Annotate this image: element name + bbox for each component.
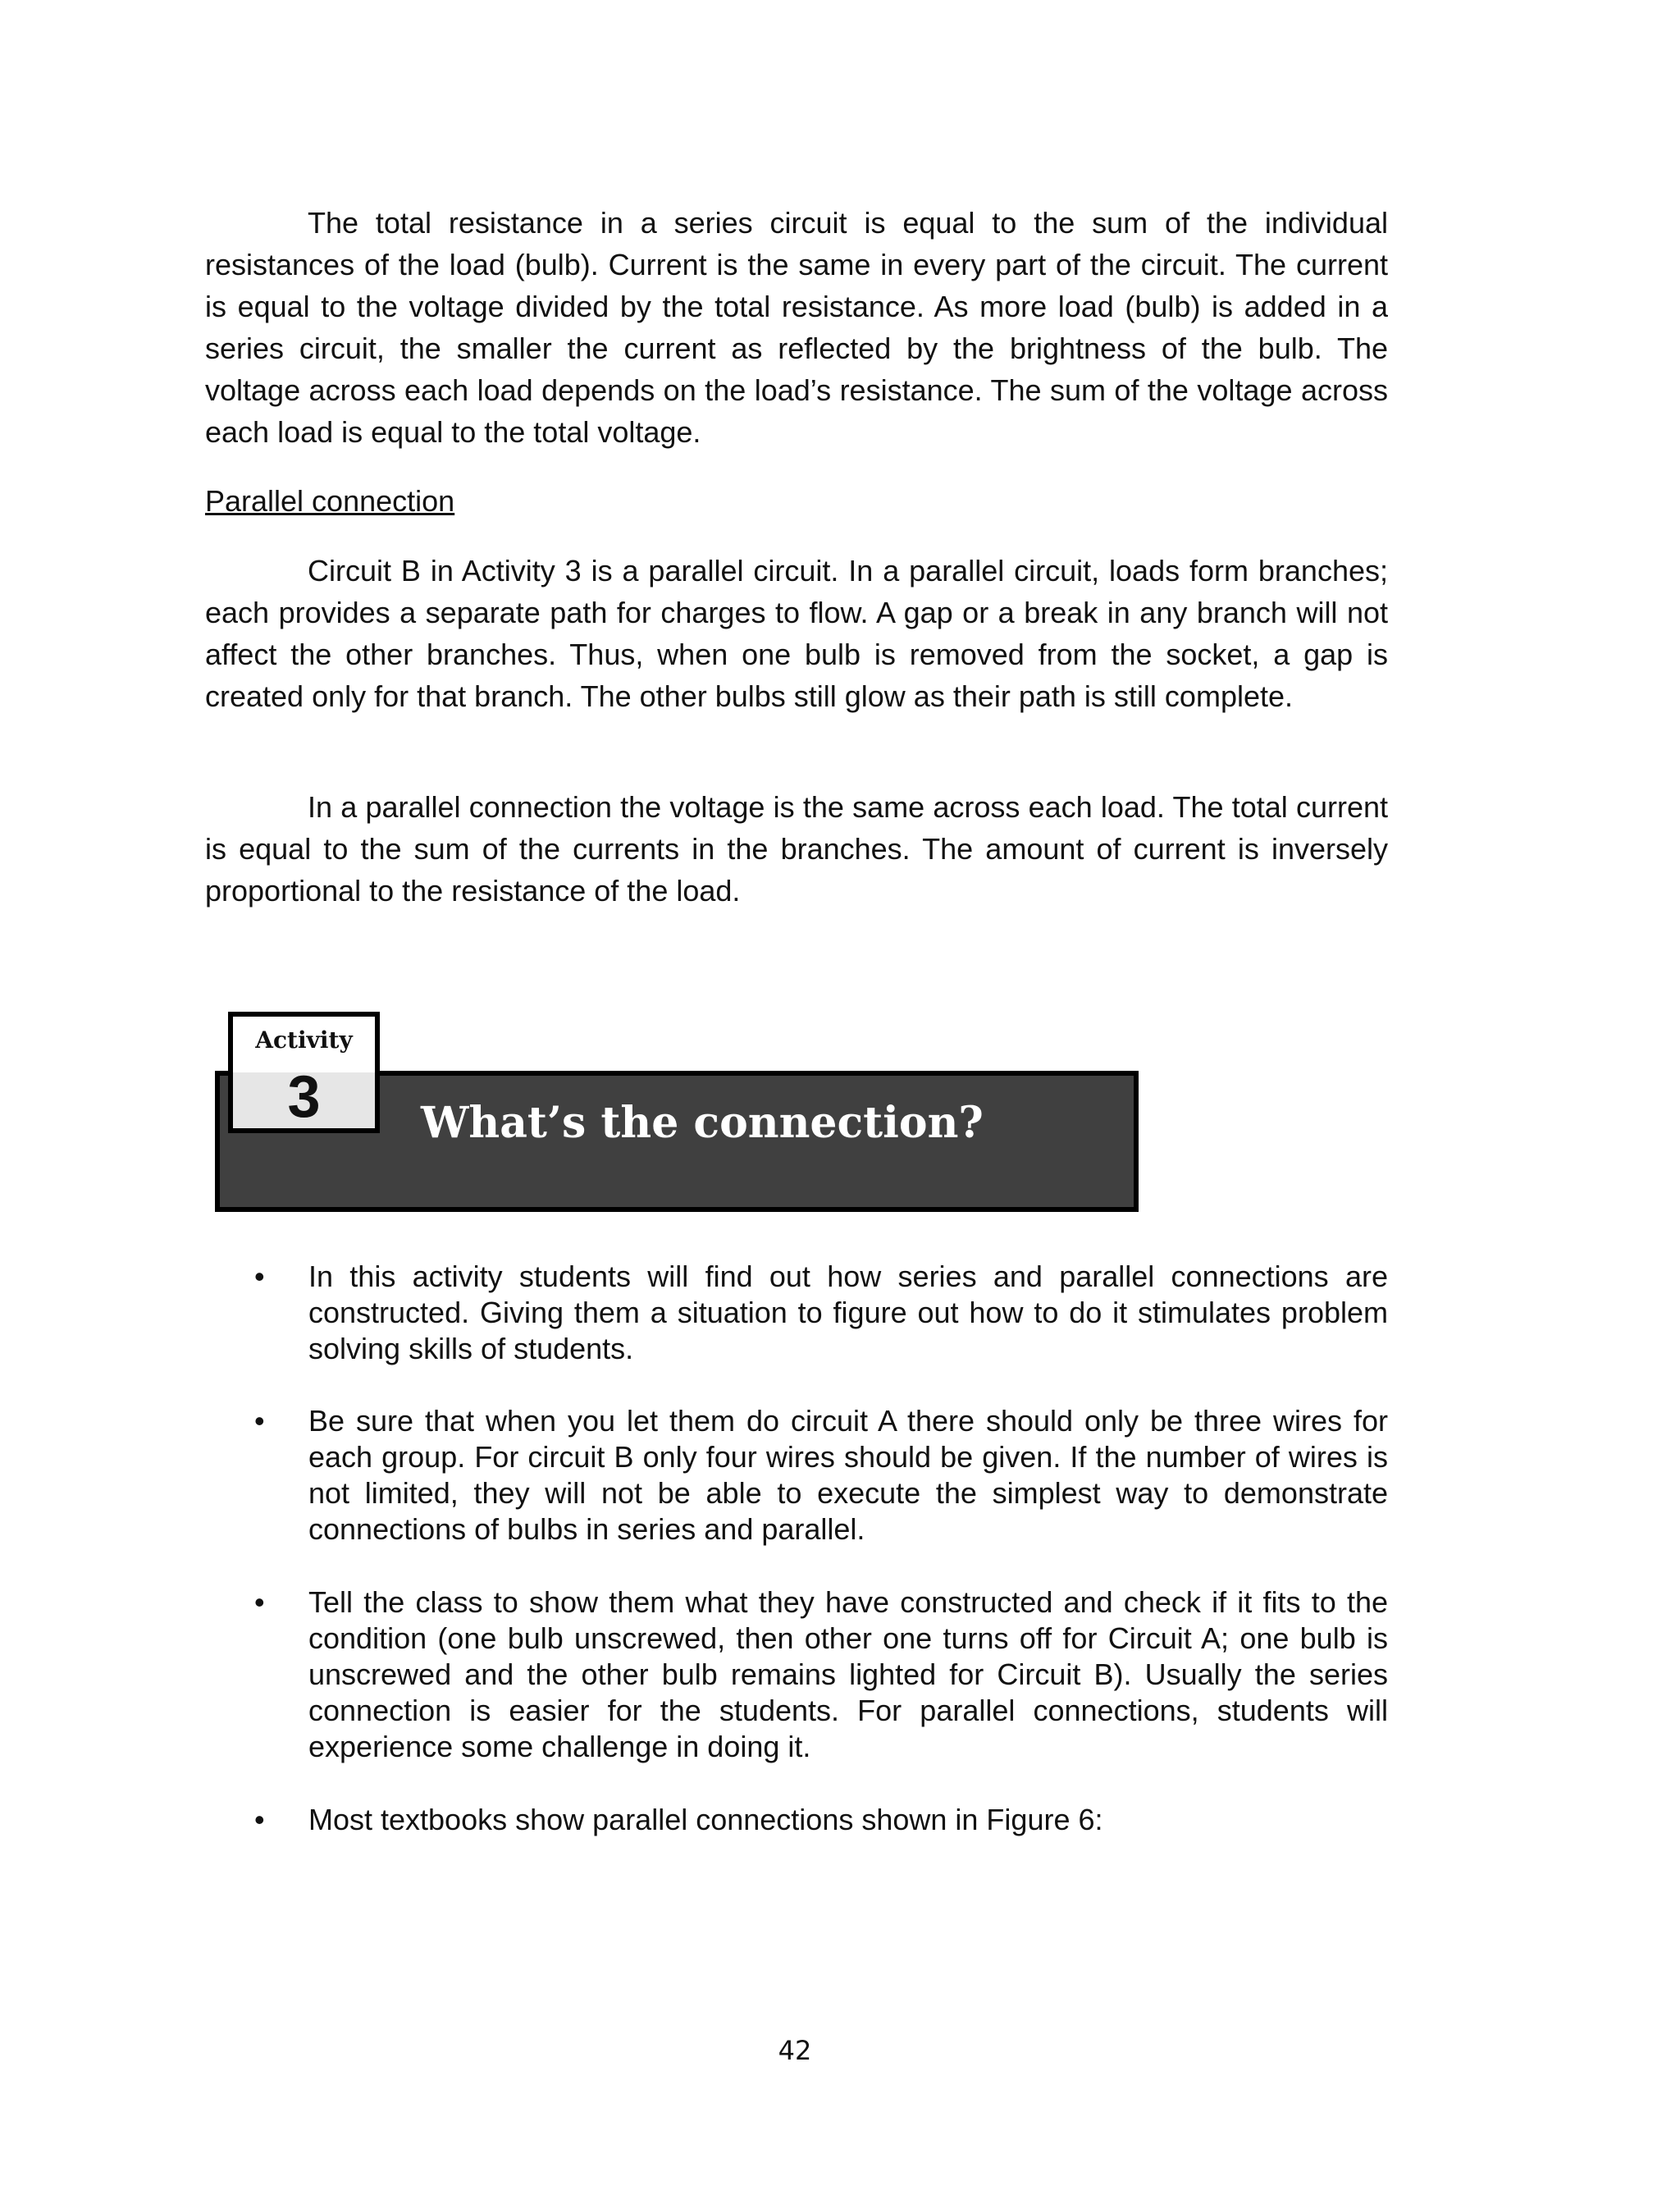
bullet-text-2: Be sure that when you let them do circuit A there should only be three wires for each group. For circuit B only four wires should be given. If the number of wires is not limited, they will not be able to execute the simplest way to demonstrate connections of bulbs in series and parallel. — [308, 1404, 1388, 1546]
activity-title: What’s the connection? — [421, 1098, 984, 1148]
bullet-icon: • — [254, 1260, 265, 1293]
bullet-text-4: Most textbooks show parallel connections shown in Figure 6: — [308, 1803, 1103, 1836]
parallel-paragraph-2: In a parallel connection the voltage is the same across each load. The total current is equal to the sum of the currents in the branches. The amount of current is inversely proportional to the resistance of the load. — [205, 790, 1388, 908]
bullet-icon: • — [254, 1585, 265, 1619]
bullet-icon: • — [254, 1404, 265, 1438]
page-number: 42 — [778, 2035, 812, 2066]
bullet-icon: • — [254, 1803, 265, 1836]
series-summary-paragraph: The total resistance in a series circuit is equal to the sum of the individual resistances of the load (bulb). Current is the same in every part of the circuit. The current is equal to the voltage divided by the total resistance. As more load (bulb) is added in a series circuit, the smaller the current as reflected by the brightness of the bulb. The voltage across each load depends on the load’s resistance. The sum of the voltage across each load is equal to the total voltage. — [205, 206, 1388, 449]
bullet-item-1 — [205, 1259, 1388, 1367]
bullet-text-3: Tell the class to show them what they have constructed and check if it fits to the condition (one bulb unscrewed, then other one turns off for Circuit A; one bulb is unscrewed and the other bulb remains lighted for Circuit B). Usually the series connection is easier for the students. For parallel connections, students will experience some challenge in doing it. — [308, 1585, 1388, 1763]
bullet-item-2 — [205, 1403, 1388, 1548]
activity-number-box — [228, 1012, 380, 1133]
parallel-connection-heading: Parallel connection — [205, 484, 455, 518]
activity-label: Activity — [255, 1026, 353, 1054]
bullet-item-3 — [205, 1584, 1388, 1765]
bullet-text-1: In this activity students will find out how series and parallel connections are constructed. Giving them a situation to figure out how to do it stimulates problem solving skills of students. — [308, 1260, 1388, 1365]
parallel-paragraph-1: Circuit B in Activity 3 is a parallel circuit. In a parallel circuit, loads form branches; each provides a separate path for charges to flow. A gap or a break in any branch will not affect the other branches. Thus, when one bulb is removed from the socket, a gap is created only for that branch. The other bulbs still glow as their path is still complete. — [205, 554, 1388, 713]
bullet-item-4 — [205, 1802, 1388, 1838]
activity-number: 3 — [287, 1064, 321, 1130]
